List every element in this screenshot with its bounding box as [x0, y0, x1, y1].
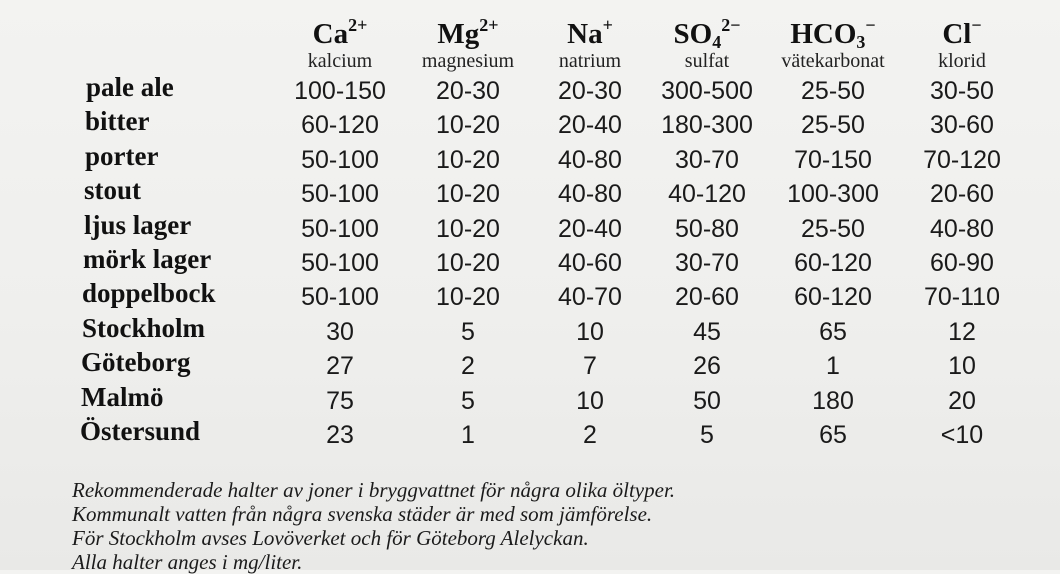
table-cell: 50-100: [301, 283, 379, 311]
table-cell: 100-150: [294, 77, 386, 105]
table-cell: 50-100: [301, 180, 379, 208]
table-cell: 5: [461, 318, 475, 346]
table-cell: 10-20: [436, 249, 500, 277]
ion-symbol: Cl−: [942, 15, 982, 50]
caption-line: För Stockholm avses Lovöverket och för Göteborg Alelyckan.: [72, 526, 589, 550]
table-cell: 70-120: [923, 146, 1001, 174]
table-cell: 10-20: [436, 180, 500, 208]
table-cell: 10-20: [436, 111, 500, 139]
ion-name: vätekarbonat: [781, 50, 885, 72]
column-header-chloride: [887, 15, 1037, 72]
ion-name: natrium: [558, 50, 622, 72]
ion-symbol: $SO_4^{2-}$: [673, 15, 741, 52]
row-label: mörk lager: [83, 244, 212, 274]
table-cell: 180: [812, 387, 854, 415]
caption-line: Kommunalt vatten från några svenska städer är med som jämförelse.: [72, 502, 653, 526]
ion-name: sulfat: [684, 50, 730, 72]
table-cell: 70-110: [924, 283, 1000, 311]
row-label: Stockholm: [82, 313, 206, 343]
table-cell: 7: [583, 352, 597, 380]
table-cell: 20: [948, 387, 976, 415]
row-label: porter: [85, 141, 159, 171]
table-cell: 5: [700, 421, 714, 449]
table-cell: 50-80: [675, 215, 739, 243]
table-caption: [72, 478, 972, 574]
table-cell: 20-30: [436, 77, 500, 105]
table-cell: 30-70: [675, 146, 739, 174]
table-cell: 30-70: [675, 249, 739, 277]
row-label: Östersund: [80, 416, 201, 446]
table-cell: 60-90: [930, 249, 994, 277]
row-label: Göteborg: [81, 347, 191, 377]
table-cell: 40-70: [558, 283, 622, 311]
ion-symbol: Na+: [567, 15, 613, 50]
table-cell: 45: [693, 318, 721, 346]
table-cell: 40-80: [558, 180, 622, 208]
table-cell: 25-50: [801, 215, 865, 243]
table-cell: 2: [583, 421, 597, 449]
table-cell: 50-100: [301, 249, 379, 277]
table-cell: 26: [693, 352, 721, 380]
row-label: bitter: [85, 106, 150, 136]
table-cell: 5: [461, 387, 475, 415]
table-cell: 10: [576, 318, 604, 346]
column-header-bicarbonate: [758, 15, 908, 72]
table-cell: 40-60: [558, 249, 622, 277]
table-cell: 20-60: [930, 180, 994, 208]
table-cell: 30: [326, 318, 354, 346]
table-cell: 30-60: [930, 111, 994, 139]
table-cell: 60-120: [794, 249, 872, 277]
table-cell: 12: [948, 318, 976, 346]
table-cell: 10-20: [436, 283, 500, 311]
ion-symbol: $Ca^{2+}$: [312, 15, 368, 50]
table-cell: 10-20: [436, 146, 500, 174]
table-cell: 20-40: [558, 111, 622, 139]
table-cell: 300-500: [661, 77, 753, 105]
table-cell: 180-300: [661, 111, 753, 139]
table-cell: 65: [819, 318, 847, 346]
row-label: Malmö: [81, 382, 164, 412]
row-label: ljus lager: [84, 210, 192, 240]
table-cell: 1: [461, 421, 475, 449]
caption-line: Rekommenderade halter av joner i bryggvattnet för några olika öltyper.: [72, 478, 676, 502]
table-cell: 23: [326, 421, 354, 449]
table-cell: 10: [948, 352, 976, 380]
caption-line: Alla halter anges i mg/liter.: [72, 550, 303, 574]
table-cell: 20-30: [558, 77, 622, 105]
table-cell: 100-300: [787, 180, 879, 208]
table-cell: 40-80: [930, 215, 994, 243]
table-cell: 2: [461, 352, 475, 380]
table-cell: 10: [576, 387, 604, 415]
table-cell: 40-80: [558, 146, 622, 174]
table-cell: 70-150: [794, 146, 872, 174]
table-cell: 20-60: [675, 283, 739, 311]
table-cell: 30-50: [930, 77, 994, 105]
table-cell: <10: [940, 421, 984, 449]
row-label: pale ale: [86, 72, 174, 102]
table-cell: 1: [826, 352, 840, 380]
row-label: stout: [84, 175, 142, 205]
table-cell: 40-120: [668, 180, 746, 208]
ion-name: magnesium: [421, 50, 515, 72]
table-cell: 65: [819, 421, 847, 449]
ion-name: klorid: [938, 50, 986, 72]
table-cell: 50-100: [301, 146, 379, 174]
ion-symbol: $HCO_3^-$: [790, 15, 876, 52]
ion-symbol: $Mg^{2+}$: [437, 15, 499, 50]
table-cell: 60-120: [301, 111, 379, 139]
table-cell: 50-100: [301, 215, 379, 243]
table-cell: 50: [693, 387, 721, 415]
row-label: doppelbock: [82, 278, 216, 308]
table-cell: 20-40: [558, 215, 622, 243]
table-cell: 10-20: [436, 215, 500, 243]
table-cell: 60-120: [794, 283, 872, 311]
ion-name: kalcium: [307, 50, 373, 72]
table-cell: 25-50: [801, 111, 865, 139]
table-cell: 75: [326, 387, 354, 415]
table-cell: 27: [326, 352, 354, 380]
table-cell: 25-50: [801, 77, 865, 105]
